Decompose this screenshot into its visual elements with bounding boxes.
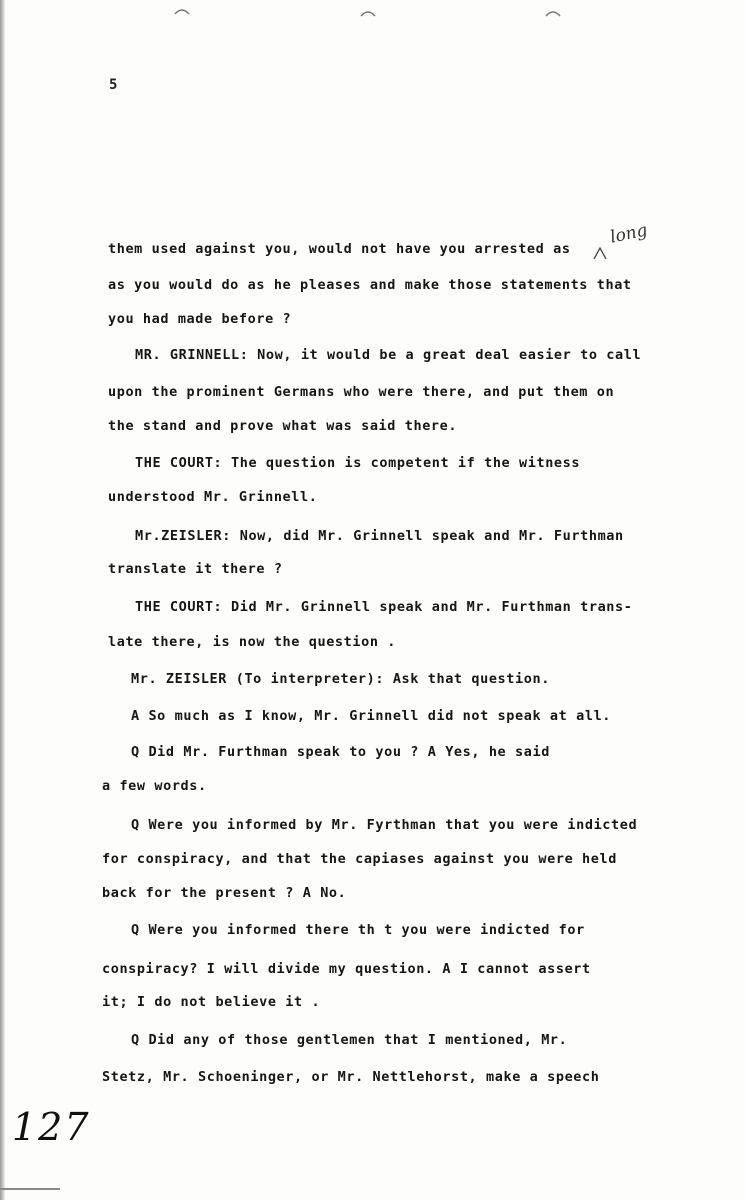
transcript-line: you had made before ? bbox=[108, 311, 292, 327]
transcript-line: upon the prominent Germans who were there, and put them on bbox=[108, 384, 615, 400]
transcript-line: understood Mr. Grinnell. bbox=[108, 489, 318, 505]
handwritten-insert: long bbox=[608, 220, 650, 248]
binding-hole-mark bbox=[360, 8, 376, 20]
bottom-edge-mark bbox=[0, 1188, 60, 1190]
transcript-line: it; I do not believe it . bbox=[102, 994, 321, 1010]
transcript-line: Mr.ZEISLER: Now, did Mr. Grinnell speak and Mr. Furthman bbox=[135, 528, 624, 544]
transcript-line: them used against you, would not have you arrested as bbox=[108, 241, 571, 257]
transcript-line: as you would do as he pleases and make those statements that bbox=[108, 277, 632, 293]
transcript-line: Q Were you informed there th t you were indicted for bbox=[131, 922, 585, 938]
binding-hole-mark bbox=[174, 6, 190, 18]
transcript-line: THE COURT: Did Mr. Grinnell speak and Mr. Furthman trans- bbox=[135, 599, 633, 615]
transcript-line: a few words. bbox=[102, 778, 207, 794]
transcript-line: the stand and prove what was said there. bbox=[108, 418, 458, 434]
transcript-line: Q Were you informed by Mr. Fyrthman that you were indicted bbox=[131, 817, 638, 833]
transcript-line: late there, is now the question . bbox=[108, 634, 397, 650]
transcript-line: A So much as I know, Mr. Grinnell did not speak at all. bbox=[131, 708, 612, 724]
transcript-line: Mr. ZEISLER (To interpreter): Ask that question. bbox=[131, 671, 550, 687]
page-edge-shadow bbox=[0, 0, 5, 1200]
transcript-line: for conspiracy, and that the capiases against you were held bbox=[102, 851, 617, 867]
transcript-line: conspiracy? I will divide my question. A I cannot assert bbox=[102, 961, 591, 977]
transcript-line: Stetz, Mr. Schoeninger, or Mr. Nettlehorst, make a speech bbox=[102, 1069, 600, 1085]
transcript-line: Q Did Mr. Furthman speak to you ? A Yes, he said bbox=[131, 744, 550, 760]
transcript-line: MR. GRINNELL: Now, it would be a great deal easier to call bbox=[135, 347, 642, 363]
transcript-line: THE COURT: The question is competent if the witness bbox=[135, 455, 581, 471]
page-number: 5 bbox=[109, 77, 118, 93]
transcript-line: back for the present ? A No. bbox=[102, 885, 347, 901]
insertion-caret bbox=[593, 246, 607, 260]
handwritten-page-number: 127 bbox=[12, 1105, 91, 1149]
transcript-line: Q Did any of those gentlemen that I mentioned, Mr. bbox=[131, 1032, 568, 1048]
transcript-line: translate it there ? bbox=[108, 561, 283, 577]
binding-hole-mark bbox=[545, 8, 561, 20]
